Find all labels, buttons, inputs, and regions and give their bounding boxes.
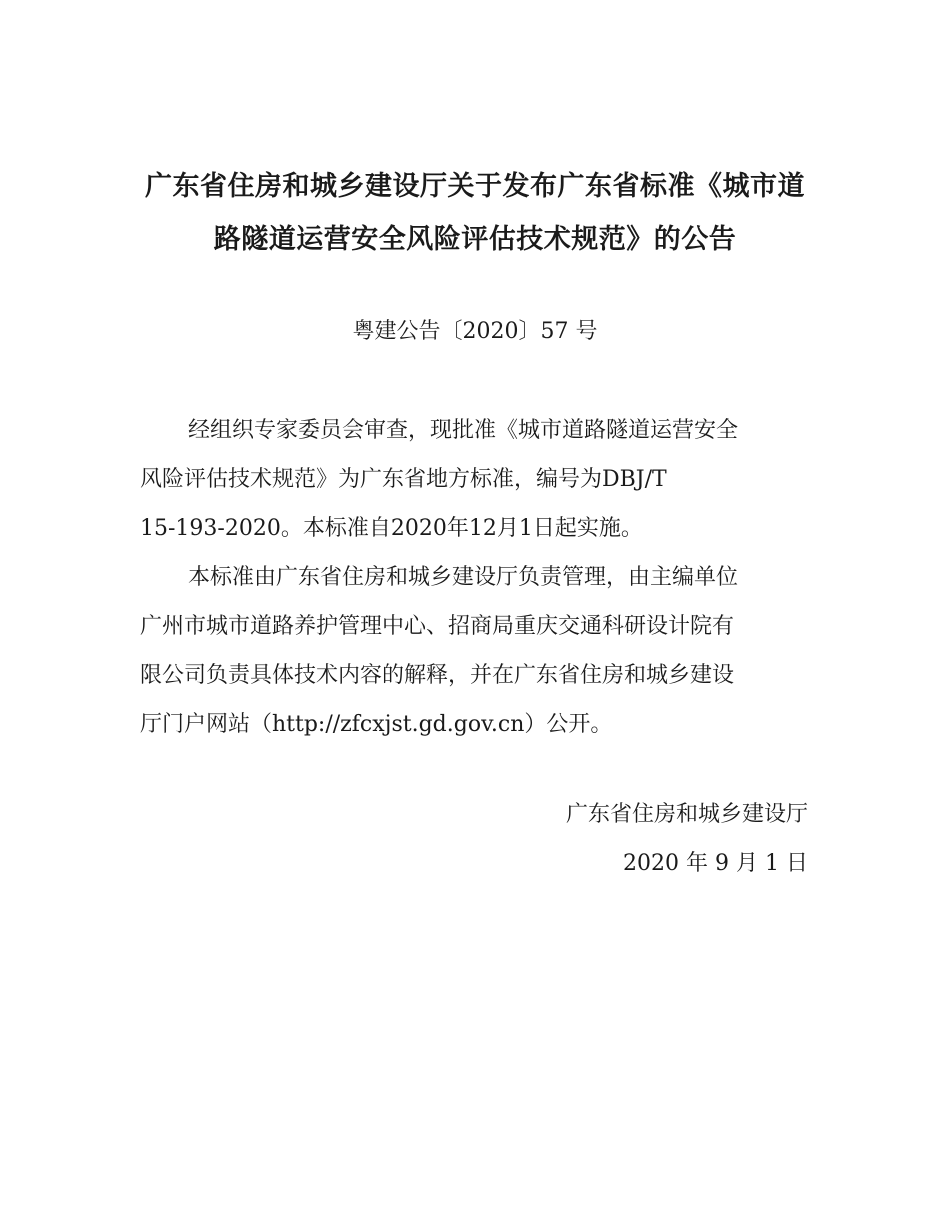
paragraph-line: 经组织专家委员会审查，现批准《城市道路隧道运营安全 bbox=[188, 418, 739, 443]
paragraph-2 bbox=[140, 553, 810, 749]
document-body bbox=[140, 406, 810, 749]
signature-block bbox=[566, 790, 808, 888]
paragraph-line: 风险评估技术规范》为广东省地方标准，编号为DBJ/T bbox=[140, 467, 667, 492]
paragraph-1 bbox=[140, 406, 810, 553]
document-title bbox=[0, 160, 950, 266]
paragraph-line: 广州市城市道路养护管理中心、招商局重庆交通科研设计院有 bbox=[140, 614, 735, 639]
issuer-name: 广东省住房和城乡建设厅 bbox=[565, 802, 808, 827]
paragraph-line: 15-193-2020。本标准自2020年12月1日起实施。 bbox=[140, 516, 643, 541]
paragraph-line: 本标准由广东省住房和城乡建设厅负责管理，由主编单位 bbox=[188, 565, 739, 590]
title-line-1: 广东省住房和城乡建设厅关于发布广东省标准《城市道 bbox=[145, 171, 805, 202]
title-line-2: 路隧道运营安全风险评估技术规范》的公告 bbox=[213, 224, 737, 255]
document-number: 粤建公告〔2020〕57 号 bbox=[352, 319, 598, 344]
paragraph-line: 限公司负责具体技术内容的解释，并在广东省住房和城乡建设 bbox=[140, 663, 735, 688]
issue-date: 2020 年 9 月 1 日 bbox=[623, 851, 808, 876]
paragraph-line: 厅门户网站（http://zfcxjst.gd.gov.cn）公开。 bbox=[140, 712, 613, 737]
